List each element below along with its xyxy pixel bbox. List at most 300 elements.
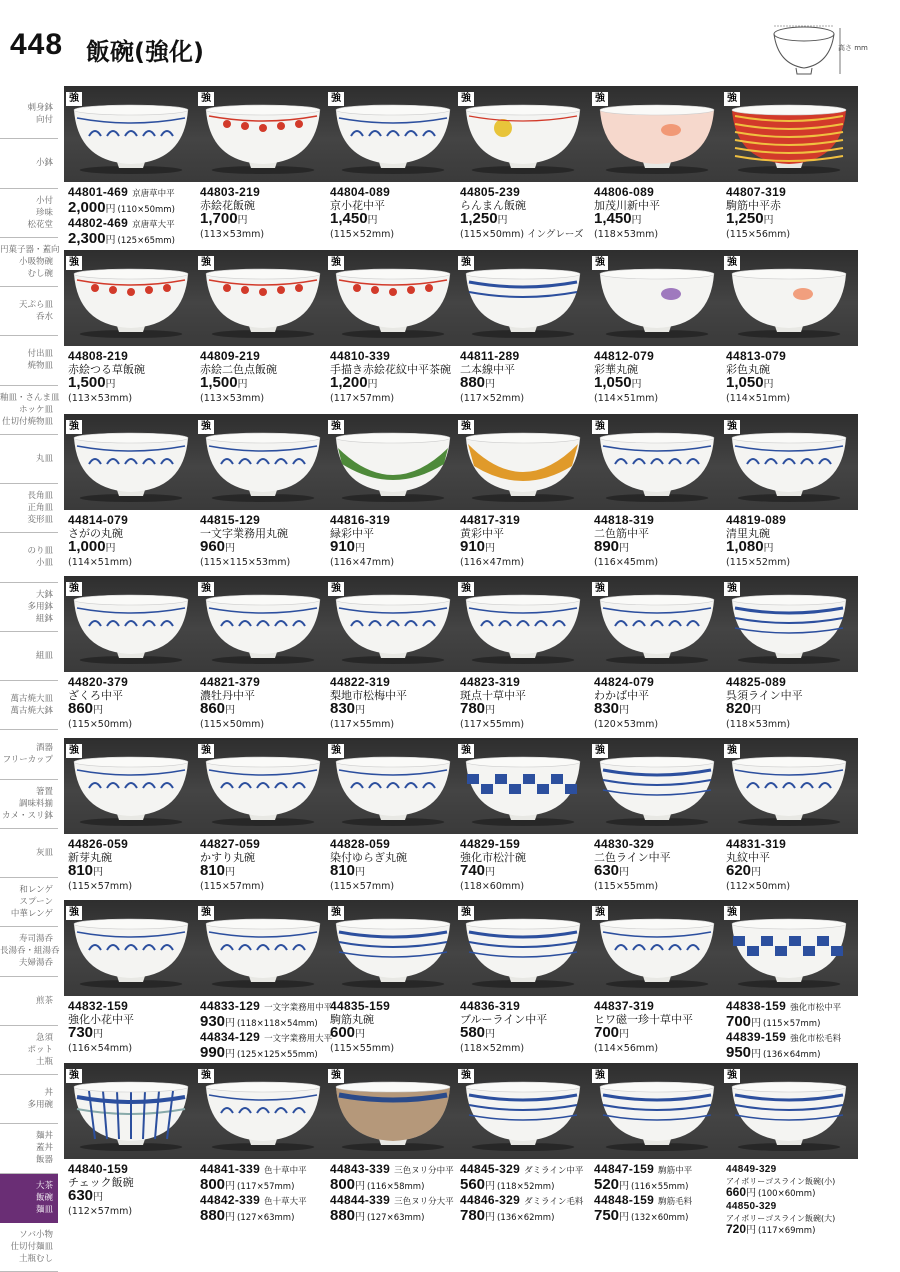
price-value: 600	[330, 1024, 356, 1041]
yen-unit: 円	[746, 1188, 757, 1199]
product-size: (115×57mm)	[200, 881, 265, 892]
bowl-photo[interactable]	[460, 96, 586, 182]
sidebar-item-11[interactable]	[0, 632, 58, 681]
price-value: 880	[330, 1207, 356, 1224]
bowl-photo[interactable]	[200, 910, 326, 996]
product-name: 強化小花中平	[68, 1013, 134, 1026]
product-code: 44812-079	[594, 349, 655, 363]
product-size: (116×47mm)	[330, 557, 395, 568]
bowl-photo[interactable]	[460, 586, 586, 672]
product-info	[460, 514, 524, 569]
sidebar-item-label: 萬古焼大鉢	[10, 706, 53, 717]
product-name: 赤絵二色点飯碗	[200, 363, 277, 376]
product-price	[460, 1024, 495, 1041]
product-size: (125×125×55mm)	[237, 1050, 318, 1060]
product-price	[200, 862, 235, 879]
diagram-label: 高さ mm	[838, 44, 868, 52]
bowl-photo[interactable]	[200, 1073, 326, 1159]
bowl-photo[interactable]	[68, 748, 194, 834]
price-value: 780	[460, 1207, 486, 1224]
bowl-photo[interactable]	[594, 1073, 720, 1159]
product-name: 色十草大平	[264, 1197, 307, 1207]
page-number: 448	[10, 28, 64, 61]
reinforced-badge: 強	[592, 582, 608, 596]
reinforced-badge: 強	[66, 906, 82, 920]
product-name: 駒筋中平赤	[726, 199, 781, 212]
price-value: 800	[200, 1176, 226, 1193]
sidebar-item-label: 正角皿	[27, 503, 53, 514]
bowl-photo[interactable]	[68, 586, 194, 672]
product-info	[330, 676, 407, 731]
price-value: 580	[460, 1024, 486, 1041]
price-value: 660	[726, 1185, 747, 1199]
product-info	[460, 186, 583, 241]
product-info	[460, 676, 526, 731]
price-value: 1,450	[594, 210, 632, 227]
price-value: 1,050	[726, 374, 764, 391]
product-info	[594, 186, 660, 241]
reinforced-badge: 強	[66, 744, 82, 758]
yen-unit: 円	[355, 705, 366, 716]
product-price	[726, 1185, 756, 1199]
sidebar-item-label: 刺身鉢	[27, 103, 53, 114]
product-info	[726, 1163, 835, 1237]
yen-unit: 円	[105, 379, 116, 390]
product-code: 44842-339	[200, 1193, 261, 1207]
reinforced-badge: 強	[458, 1069, 474, 1083]
yen-unit: 円	[485, 1212, 496, 1223]
product-info	[200, 514, 290, 569]
product-price	[200, 1176, 235, 1193]
bowl-photo[interactable]	[68, 910, 194, 996]
product-name: 京小花中平	[330, 199, 385, 212]
product-size: (110×50mm)	[117, 205, 175, 215]
sidebar-item-label: カメ・スリ鉢	[1, 810, 53, 821]
yen-unit: 円	[485, 1029, 496, 1040]
sidebar-item-label: 組皿	[35, 650, 53, 661]
sidebar-item-label: ポット	[27, 1044, 53, 1055]
product-price	[68, 700, 103, 717]
yen-unit: 円	[485, 1181, 496, 1192]
bowl-photo[interactable]	[726, 1073, 852, 1159]
product-info	[68, 838, 132, 893]
product-name: アイボリーゴスライン飯碗(大)	[726, 1214, 836, 1223]
product-size: (117×55mm)	[460, 719, 525, 730]
product-name: チェック飯碗	[68, 1176, 134, 1189]
product-size: (115×56mm)	[726, 229, 791, 240]
yen-unit: 円	[751, 1049, 762, 1060]
sidebar-item-label: 変形皿	[27, 515, 53, 526]
reinforced-badge: 強	[198, 744, 214, 758]
product-name: 丸紋中平	[726, 851, 770, 864]
product-code: 44849-329	[726, 1164, 777, 1175]
product-price	[594, 1207, 629, 1224]
reinforced-badge: 強	[458, 906, 474, 920]
product-price	[460, 210, 508, 227]
product-price	[330, 538, 365, 555]
product-name: 濃牡丹中平	[200, 689, 255, 702]
product-size: (114×56mm)	[594, 1043, 659, 1054]
product-code: 44843-339	[330, 1162, 391, 1176]
product-info	[726, 838, 790, 893]
reinforced-badge: 強	[66, 92, 82, 106]
bowl-photo[interactable]	[200, 96, 326, 182]
product-code: 44822-319	[330, 675, 391, 689]
sidebar-item-label: 酒器	[35, 743, 53, 754]
sidebar-item-6[interactable]	[0, 386, 58, 435]
product-price	[594, 210, 642, 227]
sidebar-item-label: 蓋丼	[35, 1143, 53, 1154]
sidebar-item-1[interactable]	[0, 139, 58, 188]
sidebar-item-15[interactable]	[0, 829, 58, 878]
bowl-photo[interactable]	[594, 96, 720, 182]
product-code: 44816-319	[330, 513, 391, 527]
bowl-photo[interactable]	[726, 748, 852, 834]
bowl-photo[interactable]	[68, 96, 194, 182]
product-name: 彩華丸碗	[594, 363, 638, 376]
yen-unit: 円	[225, 1212, 236, 1223]
bowl-photo[interactable]	[330, 424, 456, 510]
yen-unit: 円	[225, 543, 236, 554]
yen-unit: 円	[631, 215, 642, 226]
sidebar-item-16[interactable]	[0, 878, 58, 927]
yen-unit: 円	[93, 1029, 104, 1040]
bowl-photo[interactable]	[200, 586, 326, 672]
price-value: 1,500	[68, 374, 106, 391]
bowl-photo[interactable]	[330, 586, 456, 672]
bowl-photo[interactable]	[200, 424, 326, 510]
product-code: 44832-159	[68, 999, 129, 1013]
product-code: 44818-319	[594, 513, 655, 527]
product-size: (127×63mm)	[367, 1213, 425, 1223]
product-name: 加茂川新中平	[594, 199, 660, 212]
product-info	[68, 1000, 134, 1055]
price-value: 810	[68, 862, 94, 879]
sidebar-item-19[interactable]	[0, 1026, 58, 1075]
reinforced-badge: 強	[198, 1069, 214, 1083]
product-price	[200, 700, 235, 717]
sidebar-item-9[interactable]	[0, 533, 58, 582]
sidebar-item-label: 焼物皿	[27, 361, 53, 372]
bowl-photo[interactable]	[726, 586, 852, 672]
yen-unit: 円	[751, 867, 762, 878]
yen-unit: 円	[355, 1212, 366, 1223]
product-code: 44825-089	[726, 675, 787, 689]
product-size: (115×52mm)	[330, 229, 395, 240]
product-size: (113×53mm)	[200, 393, 265, 404]
product-size: (116×58mm)	[367, 1182, 425, 1192]
bowl-photo[interactable]	[460, 424, 586, 510]
product-price	[460, 862, 495, 879]
price-value: 1,500	[200, 374, 238, 391]
product-name: 新芽丸碗	[68, 851, 112, 864]
product-code: 44845-329	[460, 1162, 521, 1176]
product-code: 44850-329	[726, 1201, 777, 1212]
product-size: (115×57mm)	[68, 881, 133, 892]
sidebar-item-14[interactable]	[0, 780, 58, 829]
product-name: 京唐草大平	[132, 220, 175, 230]
product-size: (132×60mm)	[631, 1213, 689, 1223]
product-code: 44817-319	[460, 513, 521, 527]
yen-unit: 円	[355, 1029, 366, 1040]
product-size: (118×52mm)	[460, 1043, 525, 1054]
reinforced-badge: 強	[458, 256, 474, 270]
bowl-photo[interactable]	[594, 424, 720, 510]
product-price	[200, 1207, 235, 1224]
sidebar-item-label: 土瓶むし	[18, 1253, 53, 1264]
sidebar-item-label: 付出皿	[27, 349, 53, 360]
product-name: 彩色丸碗	[726, 363, 770, 376]
price-value: 1,080	[726, 538, 764, 555]
price-value: 810	[330, 862, 356, 879]
sidebar-item-10[interactable]	[0, 583, 58, 632]
yen-unit: 円	[751, 1018, 762, 1029]
bowl-photo[interactable]	[330, 910, 456, 996]
product-size: (118×53mm)	[594, 229, 659, 240]
product-info	[460, 1163, 583, 1225]
price-value: 620	[726, 862, 752, 879]
sidebar-item-8[interactable]	[0, 484, 58, 533]
product-name: 手描き赤絵花紋中平茶碗	[330, 363, 451, 376]
yen-unit: 円	[355, 543, 366, 554]
reinforced-badge: 強	[198, 256, 214, 270]
product-size: (136×64mm)	[763, 1050, 821, 1060]
bowl-photo[interactable]	[330, 748, 456, 834]
reinforced-badge: 強	[66, 420, 82, 434]
sidebar-item-label: 煎茶	[35, 995, 53, 1006]
reinforced-badge: 強	[66, 1069, 82, 1083]
product-size: (116×54mm)	[68, 1043, 133, 1054]
product-name: 黄彩中平	[460, 527, 504, 540]
bowl-photo[interactable]	[68, 1073, 194, 1159]
bowl-photo[interactable]	[200, 748, 326, 834]
bowl-photo[interactable]	[726, 424, 852, 510]
product-price	[68, 538, 116, 555]
product-size: (125×65mm)	[117, 236, 175, 246]
product-code: 44833-129	[200, 999, 261, 1013]
product-code: 44813-079	[726, 349, 787, 363]
reinforced-badge: 強	[458, 420, 474, 434]
yen-unit: 円	[93, 705, 104, 716]
product-code: 44826-059	[68, 837, 129, 851]
product-price	[68, 862, 103, 879]
sidebar-item-label: 珍味	[35, 207, 53, 218]
sidebar-item-18[interactable]	[0, 977, 58, 1026]
sidebar-item-2[interactable]	[0, 189, 58, 238]
product-name: ダミライン毛料	[524, 1197, 584, 1207]
product-size: (117×52mm)	[460, 393, 525, 404]
page-title: 飯碗(強化)	[86, 38, 204, 66]
bowl-photo[interactable]	[594, 910, 720, 996]
bowl-photo[interactable]	[594, 748, 720, 834]
yen-unit: 円	[225, 1181, 236, 1192]
product-name: さがの丸碗	[68, 527, 123, 540]
bowl-photo[interactable]	[460, 1073, 586, 1159]
product-name: 京唐草中平	[132, 189, 175, 199]
price-value: 1,450	[330, 210, 368, 227]
product-name: らんまん飯碗	[460, 199, 526, 212]
yen-unit: 円	[485, 543, 496, 554]
bowl-photo[interactable]	[460, 260, 586, 346]
sidebar-item-23[interactable]	[0, 1223, 58, 1272]
product-price	[330, 1024, 365, 1041]
product-code: 44828-059	[330, 837, 391, 851]
product-size: (117×57mm)	[237, 1182, 295, 1192]
sidebar-item-label: 円菓子器・蓋向	[0, 244, 60, 255]
product-code: 44846-329	[460, 1193, 521, 1207]
yen-unit: 円	[105, 235, 116, 246]
sidebar-item-20[interactable]	[0, 1075, 58, 1124]
product-info	[200, 186, 264, 241]
sidebar-item-label: スプーン	[19, 897, 53, 908]
price-value: 820	[726, 700, 752, 717]
sidebar-item-12[interactable]	[0, 681, 58, 730]
bowl-photo[interactable]	[460, 910, 586, 996]
bowl-photo[interactable]	[68, 424, 194, 510]
price-value: 630	[594, 862, 620, 879]
sidebar-item-3[interactable]	[0, 238, 58, 287]
product-name: 強化市松毛料	[790, 1034, 842, 1044]
product-price	[726, 374, 774, 391]
product-name: 一文字業務用中平	[264, 1003, 333, 1013]
product-name: ダミライン中平	[524, 1166, 584, 1176]
reinforced-badge: 強	[198, 92, 214, 106]
product-code: 44847-159	[594, 1162, 655, 1176]
product-size: (118×118×54mm)	[237, 1019, 318, 1029]
product-name: アイボリーゴスライン飯碗(小)	[726, 1177, 836, 1186]
sidebar-item-22[interactable]	[0, 1174, 58, 1223]
bowl-photo[interactable]	[330, 96, 456, 182]
product-name: 二本線中平	[460, 363, 515, 376]
sidebar-item-13[interactable]	[0, 730, 58, 779]
price-value: 860	[200, 700, 226, 717]
yen-unit: 円	[105, 204, 116, 215]
product-info	[594, 838, 671, 893]
bowl-photo[interactable]	[726, 910, 852, 996]
sidebar-item-label: 麺丼	[35, 1131, 53, 1142]
product-code: 44814-079	[68, 513, 129, 527]
sidebar-item-7[interactable]	[0, 435, 58, 484]
product-price	[460, 1176, 495, 1193]
bowl-photo[interactable]	[330, 260, 456, 346]
sidebar-item-label: 仕切付焼物皿	[1, 416, 53, 427]
product-info	[68, 186, 175, 248]
product-code: 44835-159	[330, 999, 391, 1013]
reinforced-badge: 強	[724, 420, 740, 434]
yen-unit: 円	[751, 705, 762, 716]
product-info	[200, 1000, 332, 1062]
product-code: 44829-159	[460, 837, 521, 851]
sidebar-item-label: 萬古焼大皿	[10, 694, 53, 705]
product-price	[330, 1176, 365, 1193]
product-code: 44848-159	[594, 1193, 655, 1207]
price-value: 860	[68, 700, 94, 717]
yen-unit: 円	[237, 215, 248, 226]
reinforced-badge: 強	[724, 1069, 740, 1083]
sidebar-item-5[interactable]	[0, 336, 58, 385]
reinforced-badge: 強	[458, 744, 474, 758]
product-info	[200, 350, 277, 405]
price-value: 720	[726, 1222, 747, 1236]
product-info	[460, 1000, 547, 1055]
product-info	[726, 514, 790, 569]
yen-unit: 円	[93, 867, 104, 878]
product-info	[460, 838, 526, 893]
product-price	[594, 1176, 629, 1193]
product-code: 44839-159	[726, 1030, 787, 1044]
price-value: 630	[68, 1187, 94, 1204]
product-price	[726, 1013, 761, 1030]
sidebar-item-label: 長角皿	[27, 491, 53, 502]
bowl-photo[interactable]	[594, 586, 720, 672]
product-code: 44806-089	[594, 185, 655, 199]
product-size: (115×50mm)	[68, 719, 133, 730]
product-info	[726, 1000, 841, 1062]
product-size: (112×50mm)	[726, 881, 791, 892]
bowl-photo[interactable]	[594, 260, 720, 346]
bowl-photo[interactable]	[460, 748, 586, 834]
sidebar-item-label: のり皿	[27, 546, 53, 557]
yen-unit: 円	[763, 215, 774, 226]
reinforced-badge: 強	[198, 582, 214, 596]
price-value: 890	[594, 538, 620, 555]
product-size: (115×50mm) イングレーズ	[460, 229, 584, 240]
price-value: 960	[200, 538, 226, 555]
product-code: 44819-089	[726, 513, 787, 527]
product-size: (115×50mm)	[200, 719, 265, 730]
sidebar-item-4[interactable]	[0, 287, 58, 336]
reinforced-badge: 強	[592, 256, 608, 270]
product-info	[594, 676, 658, 731]
sidebar-item-label: 多用碗	[27, 1100, 53, 1111]
sidebar-item-0[interactable]	[0, 90, 58, 139]
yen-unit: 円	[225, 867, 236, 878]
product-info	[594, 350, 658, 405]
sidebar-item-label: 多用鉢	[27, 601, 53, 612]
sidebar-item-17[interactable]	[0, 927, 58, 976]
bowl-photo[interactable]	[726, 96, 852, 182]
product-info	[200, 838, 264, 893]
product-price	[330, 862, 365, 879]
product-name: ヒワ磁一珍十草中平	[594, 1013, 693, 1026]
product-info	[68, 350, 145, 405]
product-info	[68, 514, 132, 569]
product-size: (136×62mm)	[497, 1213, 555, 1223]
product-price	[594, 374, 642, 391]
product-name: ブルーライン中平	[460, 1013, 548, 1026]
reinforced-badge: 強	[724, 256, 740, 270]
sidebar-item-label: 丸皿	[35, 453, 53, 464]
sidebar-item-21[interactable]	[0, 1124, 58, 1173]
product-code: 44807-319	[726, 185, 787, 199]
bowl-photo[interactable]	[200, 260, 326, 346]
product-code: 44836-319	[460, 999, 521, 1013]
bowl-photo[interactable]	[68, 260, 194, 346]
sidebar-item-label: むし碗	[27, 268, 53, 279]
reinforced-badge: 強	[724, 744, 740, 758]
price-value: 800	[330, 1176, 356, 1193]
yen-unit: 円	[225, 1018, 236, 1029]
reinforced-badge: 強	[724, 92, 740, 106]
product-size: (115×55mm)	[594, 881, 659, 892]
yen-unit: 円	[485, 867, 496, 878]
product-size: (114×51mm)	[68, 557, 133, 568]
bowl-photo[interactable]	[726, 260, 852, 346]
product-size: (114×51mm)	[726, 393, 791, 404]
bowl-photo[interactable]	[330, 1073, 456, 1159]
reinforced-badge: 強	[592, 744, 608, 758]
product-info	[594, 1163, 692, 1225]
